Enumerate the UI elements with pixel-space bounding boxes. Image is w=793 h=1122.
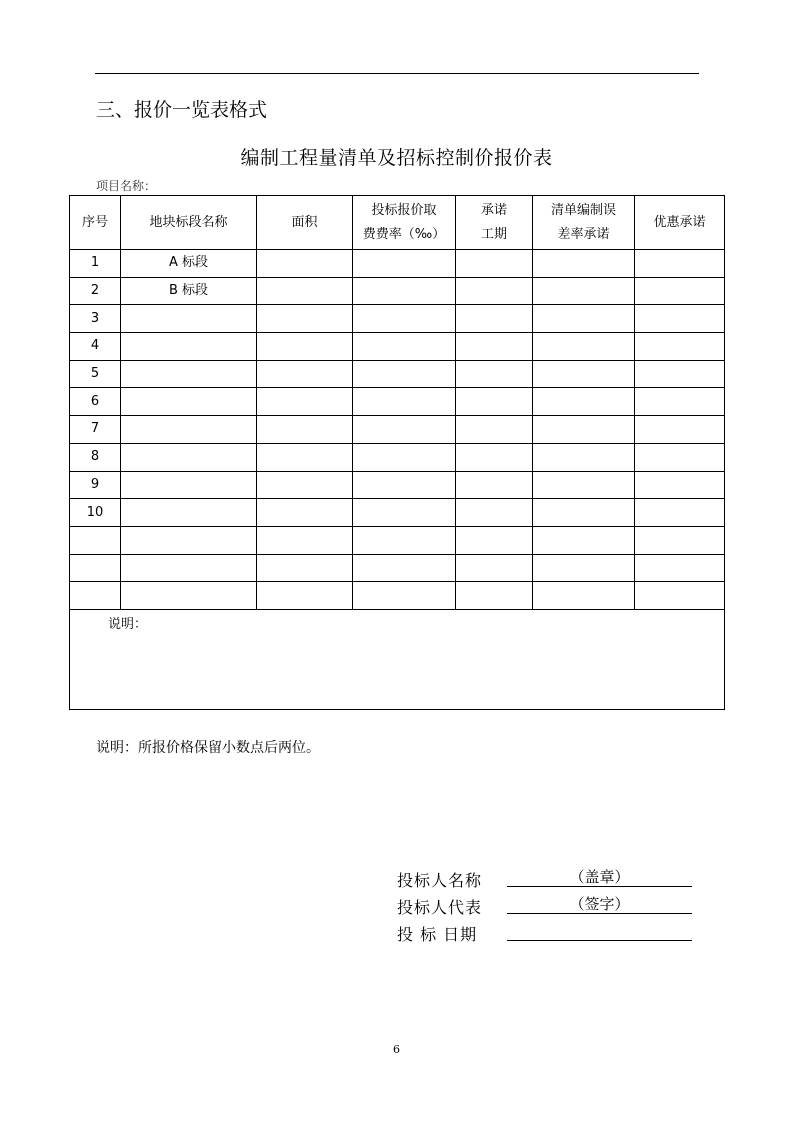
- table-cell: [533, 277, 635, 305]
- table-cell: [353, 305, 456, 333]
- row-name: [121, 333, 257, 361]
- table-row: [70, 471, 725, 499]
- table-cell: [353, 388, 456, 416]
- table-cell: [353, 499, 456, 527]
- table-cell: [353, 471, 456, 499]
- table-note-row: [70, 609, 725, 709]
- footer-note: 说明：所报价格保留小数点后两位。: [96, 740, 320, 756]
- column-header-label: 承诺工期: [480, 202, 507, 242]
- table-cell: [353, 582, 456, 610]
- quote-table: [69, 195, 725, 710]
- row-name: [121, 388, 257, 416]
- row-name: [121, 582, 257, 610]
- signature-field[interactable]: （签字）: [507, 893, 692, 914]
- table-cell: [635, 250, 725, 278]
- row-name: [121, 305, 257, 333]
- table-cell: [456, 582, 533, 610]
- table-row: [70, 277, 725, 305]
- table-cell: [257, 388, 353, 416]
- table-cell: [257, 250, 353, 278]
- row-number: 6: [70, 388, 121, 416]
- table-cell: [533, 582, 635, 610]
- table-cell: [456, 443, 533, 471]
- table-cell: [533, 250, 635, 278]
- table-title: 编制工程量清单及招标控制价报价表: [240, 147, 553, 169]
- table-cell: [257, 582, 353, 610]
- table-cell: [353, 554, 456, 582]
- table-cell: [456, 526, 533, 554]
- table-cell: [353, 526, 456, 554]
- table-cell: [257, 554, 353, 582]
- column-header: [533, 196, 635, 250]
- table-cell: [353, 416, 456, 444]
- column-header: [456, 196, 533, 250]
- page-number: 6: [393, 1043, 400, 1056]
- table-cell: [456, 388, 533, 416]
- table-cell: [533, 388, 635, 416]
- row-number: 9: [70, 471, 121, 499]
- row-name: [121, 471, 257, 499]
- table-cell: [635, 305, 725, 333]
- row-name: [121, 554, 257, 582]
- table-cell: [257, 333, 353, 361]
- column-header-line: 地块标段名称: [149, 214, 228, 230]
- column-header: [70, 196, 121, 250]
- table-cell: [257, 443, 353, 471]
- row-name: B 标段: [121, 277, 257, 305]
- table-cell: [257, 499, 353, 527]
- table-cell: [533, 416, 635, 444]
- table-cell: [456, 499, 533, 527]
- signature-field[interactable]: （盖章）: [507, 866, 692, 887]
- table-cell: [353, 443, 456, 471]
- table-cell: [533, 554, 635, 582]
- table-cell: [257, 526, 353, 554]
- table-row: [70, 554, 725, 582]
- table-cell: [635, 443, 725, 471]
- table-cell: [257, 416, 353, 444]
- table-cell: [456, 554, 533, 582]
- table-cell: [456, 250, 533, 278]
- table-row: [70, 526, 725, 554]
- table-cell: [353, 360, 456, 388]
- column-header-line: 序号: [81, 214, 108, 230]
- table-cell: [635, 416, 725, 444]
- table-cell: [456, 305, 533, 333]
- table-row: [70, 443, 725, 471]
- table-cell: [456, 277, 533, 305]
- table-row: [70, 305, 725, 333]
- table-cell: [257, 277, 353, 305]
- table-row: [70, 582, 725, 610]
- table-cell: [635, 388, 725, 416]
- row-name: A 标段: [121, 250, 257, 278]
- table-cell: [635, 360, 725, 388]
- row-number: 4: [70, 333, 121, 361]
- table-header-row: [70, 196, 725, 250]
- signature-label: 投标人名称: [397, 871, 483, 890]
- section-heading: 三、报价一览表格式: [96, 99, 268, 121]
- table-cell: [533, 471, 635, 499]
- table-row: [70, 333, 725, 361]
- table-cell: [456, 471, 533, 499]
- column-header: [353, 196, 456, 250]
- row-name: [121, 443, 257, 471]
- row-name: [121, 499, 257, 527]
- table-cell: [533, 305, 635, 333]
- signature-field[interactable]: [507, 920, 692, 941]
- table-cell: [257, 305, 353, 333]
- row-name: [121, 360, 257, 388]
- table-cell: [635, 333, 725, 361]
- table-cell: [533, 333, 635, 361]
- column-header-line: 费费率（‰）: [362, 226, 446, 242]
- column-header-line: 优惠承诺: [653, 214, 706, 230]
- table-cell: [635, 526, 725, 554]
- table-cell: [635, 277, 725, 305]
- table-cell: [635, 499, 725, 527]
- table-cell: [456, 416, 533, 444]
- row-number: 3: [70, 305, 121, 333]
- column-header: [257, 196, 353, 250]
- table-cell: [353, 277, 456, 305]
- row-number: 5: [70, 360, 121, 388]
- table-cell: [533, 526, 635, 554]
- column-header-line: 清单编制误: [550, 202, 616, 218]
- table-cell: [635, 554, 725, 582]
- column-header-line: 投标报价取: [371, 202, 437, 218]
- signature-label: 投 标 日期: [397, 925, 478, 944]
- table-row: [70, 499, 725, 527]
- signature-label: 投标人代表: [397, 898, 483, 917]
- table-cell: [353, 250, 456, 278]
- project-name-label: 项目名称：: [96, 179, 157, 193]
- table-row: [70, 416, 725, 444]
- table-cell: [635, 582, 725, 610]
- row-number: 2: [70, 277, 121, 305]
- row-number: [70, 554, 121, 582]
- row-number: 10: [70, 499, 121, 527]
- table-cell: [257, 471, 353, 499]
- table-cell: [353, 333, 456, 361]
- table-note: 说明：: [70, 609, 725, 709]
- column-header: [635, 196, 725, 250]
- table-cell: [533, 360, 635, 388]
- table-cell: [533, 443, 635, 471]
- table-row: [70, 360, 725, 388]
- row-number: [70, 526, 121, 554]
- table-cell: [257, 360, 353, 388]
- table-row: [70, 250, 725, 278]
- table-cell: [456, 333, 533, 361]
- row-number: 1: [70, 250, 121, 278]
- row-name: [121, 526, 257, 554]
- table-cell: [456, 360, 533, 388]
- row-number: [70, 582, 121, 610]
- row-name: [121, 416, 257, 444]
- column-header: [121, 196, 257, 250]
- header-rule: [95, 73, 699, 74]
- column-header-line: 差率承诺: [557, 226, 610, 242]
- row-number: 8: [70, 443, 121, 471]
- table-cell: [635, 471, 725, 499]
- row-number: 7: [70, 416, 121, 444]
- table-cell: [533, 499, 635, 527]
- column-header-line: 面积: [291, 214, 318, 230]
- table-row: [70, 388, 725, 416]
